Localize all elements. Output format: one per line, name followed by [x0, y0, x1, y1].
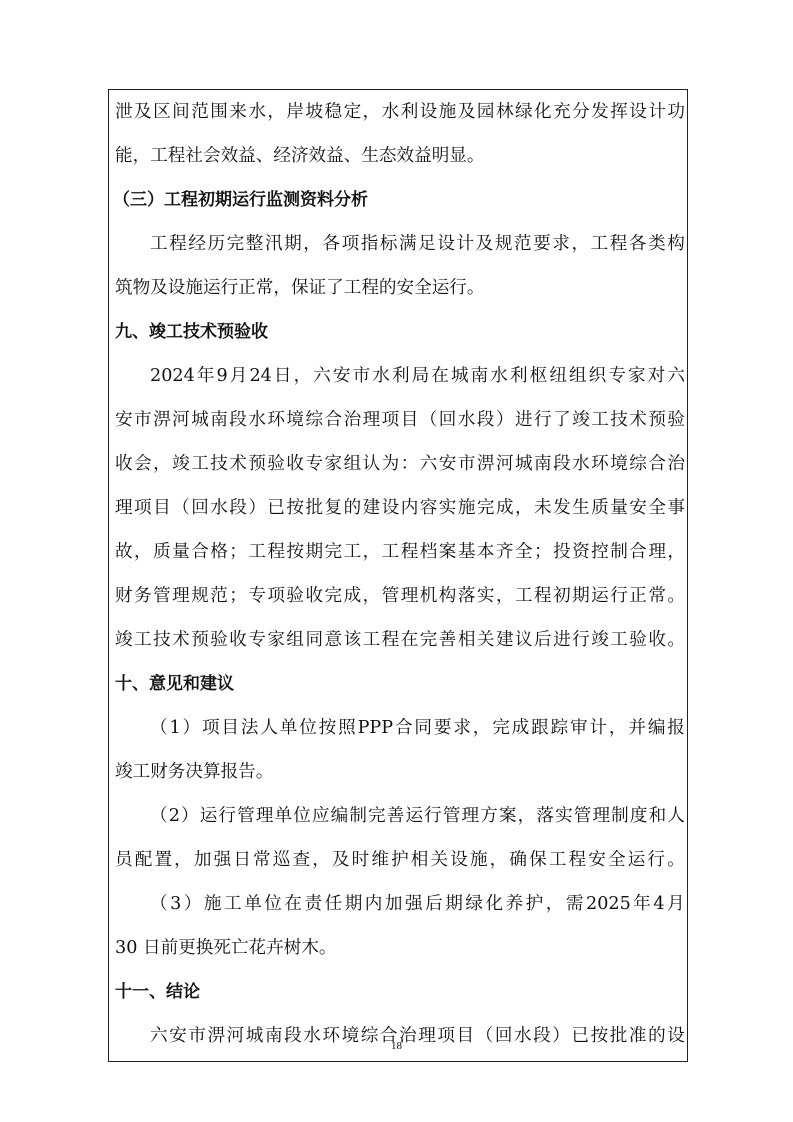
text-line: 安 市 淠 河 城 南 段 水 环 境 综 合 治 理 项 目 （ 回 水 段 ） 进 行 了 竣 工 技 术 预 验 [115, 410, 685, 430]
text-line: 泄 及 区 间 范 围 来 水 ， 岸 坡 稳 定 ， 水 利 设 施 及 园 林 绿 化 充 分 发 挥 设 计 功 [115, 102, 685, 122]
text-line: 竣工财务决算报告。 [115, 762, 274, 782]
text-line: 故 ， 质 量 合 格 ； 工 程 按 期 完 工 ， 工 程 档 案 基 本 齐 全 ； 投 资 控 制 合 理 ， [115, 542, 685, 562]
text-line: 工 程 经 历 完 整 汛 期 ， 各 项 指 标 满 足 设 计 及 规 范 要 求 ， 工 程 各 类 构 [150, 234, 685, 254]
text-line: （ 2 ） 运 行 管 理 单 位 应 编 制 完 善 运 行 管 理 方 案 ， 落 实 管 理 制 度 和 人 [150, 806, 685, 826]
text-line: 财 务 管 理 规 范 ； 专 项 验 收 完 成 ， 管 理 机 构 落 实 ， 工 程 初 期 运 行 正 常 。 [115, 586, 685, 606]
text-line: 理 项 目 （ 回 水 段 ） 已 按 批 复 的 建 设 内 容 实 施 完 成 ， 未 发 生 质 量 安 全 事 [115, 498, 685, 518]
section-heading: （三）工程初期运行监测资料分析 [113, 190, 368, 210]
text-line: （ 3 ） 施 工 单 位 在 责 任 期 内 加 强 后 期 绿 化 养 护 ， 需 2025 年 4 月 [150, 894, 685, 914]
text-line: 能，工程社会效益、经济效益、生态效益明显。 [115, 146, 485, 166]
text-line: 竣 工 技 术 预 验 收 专 家 组 同 意 该 工 程 在 完 善 相 关 建 议 后 进 行 竣 工 验 收 。 [115, 630, 685, 650]
page-number: 18 [391, 1040, 402, 1052]
text-line: 2024 年 9 月 24 日 ， 六 安 市 水 利 局 在 城 南 水 利 枢 纽 组 织 专 家 对 六 [150, 366, 685, 386]
text-line: 六 安 市 淠 河 城 南 段 水 环 境 综 合 治 理 项 目 （ 回 水 段 ） 已 按 批 准 的 设 [150, 1026, 685, 1046]
text-line: （ 1 ） 项 目 法 人 单 位 按 照 PPP 合 同 要 求 ， 完 成 跟 踪 审 计 ， 并 编 报 [150, 718, 685, 738]
section-heading: 九、竣工技术预验收 [115, 322, 268, 342]
text-line: 筑物及设施运行正常，保证了工程的安全运行。 [115, 278, 485, 298]
section-heading: 十、意见和建议 [115, 674, 234, 694]
text-line: 收 会 ， 竣 工 技 术 预 验 收 专 家 组 认 为 ： 六 安 市 淠 河 城 南 段 水 环 境 综 合 治 [115, 454, 685, 474]
text-line: 员 配 置 ， 加 强 日 常 巡 查 ， 及 时 维 护 相 关 设 施 ， 确 保 工 程 安 全 运 行 。 [115, 850, 685, 870]
section-heading: 十一、结论 [115, 982, 200, 1002]
text-line: 30 日前更换死亡花卉树木。 [115, 938, 337, 958]
